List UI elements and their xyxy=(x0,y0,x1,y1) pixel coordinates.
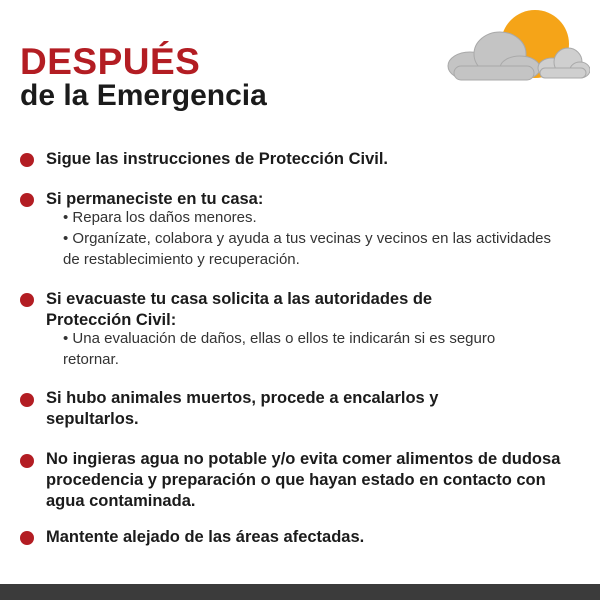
bullet-icon xyxy=(20,153,34,167)
item-subpoint: • Organízate, colabora y ayuda a tus vecinas y vecinos en las actividades de restablecimiento y recuperación. xyxy=(63,230,552,268)
item-heading: Si evacuaste tu casa solicita a las autoridades de Protección Civil: xyxy=(46,290,433,329)
bullet-icon xyxy=(20,293,34,307)
title-de-la-emergencia: de la Emergencia xyxy=(20,79,267,112)
item-heading: No ingieras agua no potable y/o evita comer alimentos de dudosa procedencia y preparación o que hayan estado en contacto con agua contaminada. xyxy=(46,450,561,510)
bullet-icon xyxy=(20,531,34,545)
item-subpoint: • Repara los daños menores. xyxy=(63,209,257,226)
title-despues: DESPUÉS xyxy=(20,41,201,82)
item-heading: Si permaneciste en tu casa: xyxy=(46,190,264,208)
bullet-icon xyxy=(20,393,34,407)
item-heading: Si hubo animales muertos, procede a encalarlos y sepultarlos. xyxy=(46,389,439,428)
bullet-icon xyxy=(20,193,34,207)
item-heading: Mantente alejado de las áreas afectadas. xyxy=(46,528,365,546)
footer-bar xyxy=(0,584,600,600)
item-subpoint: • Una evaluación de daños, ellas o ellos te indicarán si es seguro retornar. xyxy=(63,330,496,368)
item-heading: Sigue las instrucciones de Protección Civil. xyxy=(46,150,389,168)
bullet-icon xyxy=(20,454,34,468)
